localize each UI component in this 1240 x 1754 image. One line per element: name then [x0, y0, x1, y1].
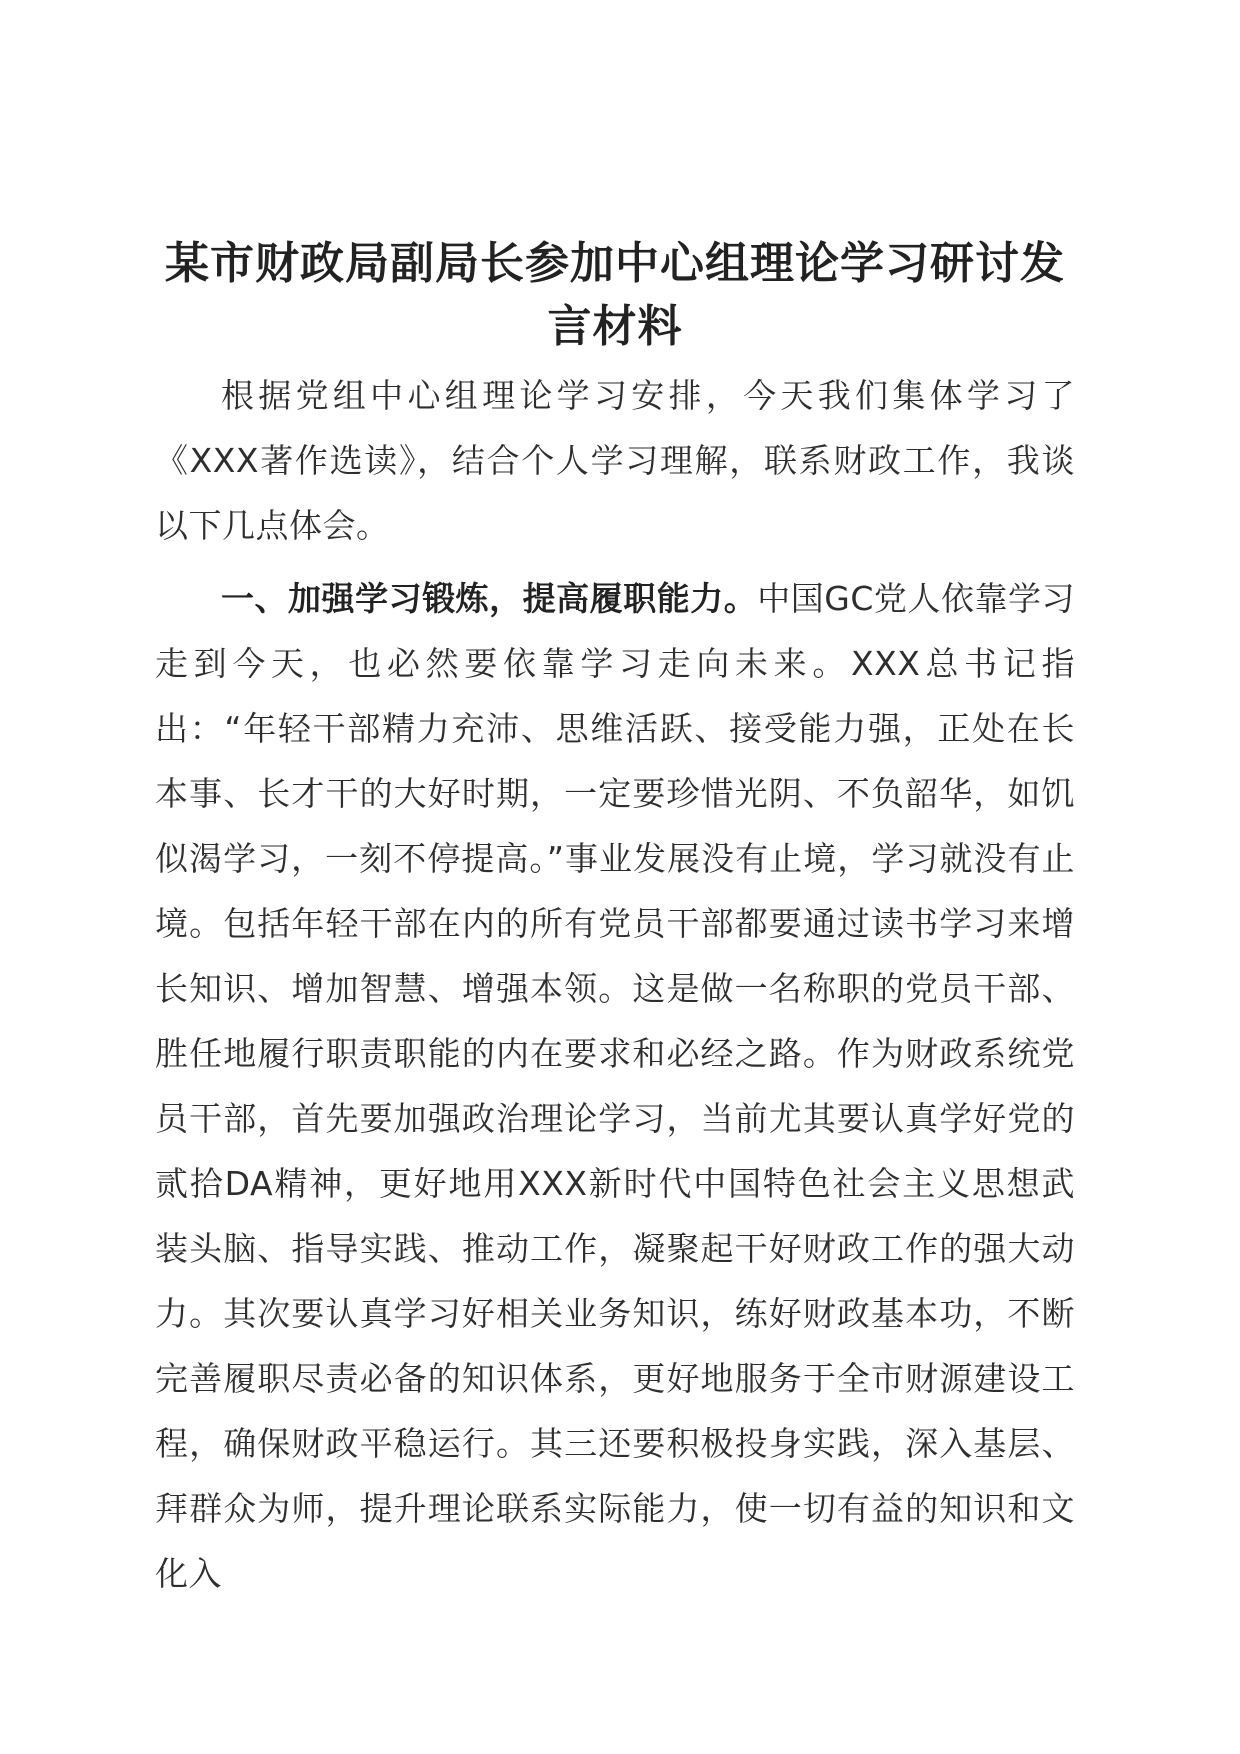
- intro-paragraph-text: 根据党组中心组理论学习安排，今天我们集体学习了《XXX著作选读》，结合个人学习理解，联系财政工作，我谈以下几点体会。: [155, 376, 1075, 545]
- section-one-heading: 一、加强学习锻炼，提高履职能力。: [221, 579, 758, 618]
- document-body: [155, 232, 1075, 1606]
- section-one-paragraph: [155, 566, 1075, 1606]
- document-title: 某市财政局副局长参加中心组理论学习研讨发言材料: [165, 238, 1065, 352]
- intro-paragraph: [155, 363, 1075, 558]
- section-one-text: 中国GC党人依靠学习走到今天，也必然要依靠学习走向未来。XXX总书记指出：“年轻干部精力充沛、思维活跃、接受能力强，正处在长本事、长才干的大好时期，一定要珍惜光阴、不负韶华，如饥似渴学习，一刻不停提高。”事业发展没有止境，学习就没有止境。包括年轻干部在内的所有党员干部都要通过读书学习来增长知识、增加智慧、增强本领。这是做一名称职的党员干部、胜任地履行职责职能的内在要求和必经之路。作为财政系统党员干部，首先要加强政治理论学习，当前尤其要认真学好党的贰拾DA精神，更好地用XXX新时代中国特色社会主义思想武装头脑、指导实践、推动工作，凝聚起干好财政工作的强大动力。其次要认真学习好相关业务知识，练好财政基本功，不断完善履职尽责必备的知识体系，更好地服务于全市财源建设工程，确保财政平稳运行。其三还要积极投身实践，深入基层、拜群众为师，提升理论联系实际能力，使一切有益的知识和文化入: [155, 579, 1075, 1593]
